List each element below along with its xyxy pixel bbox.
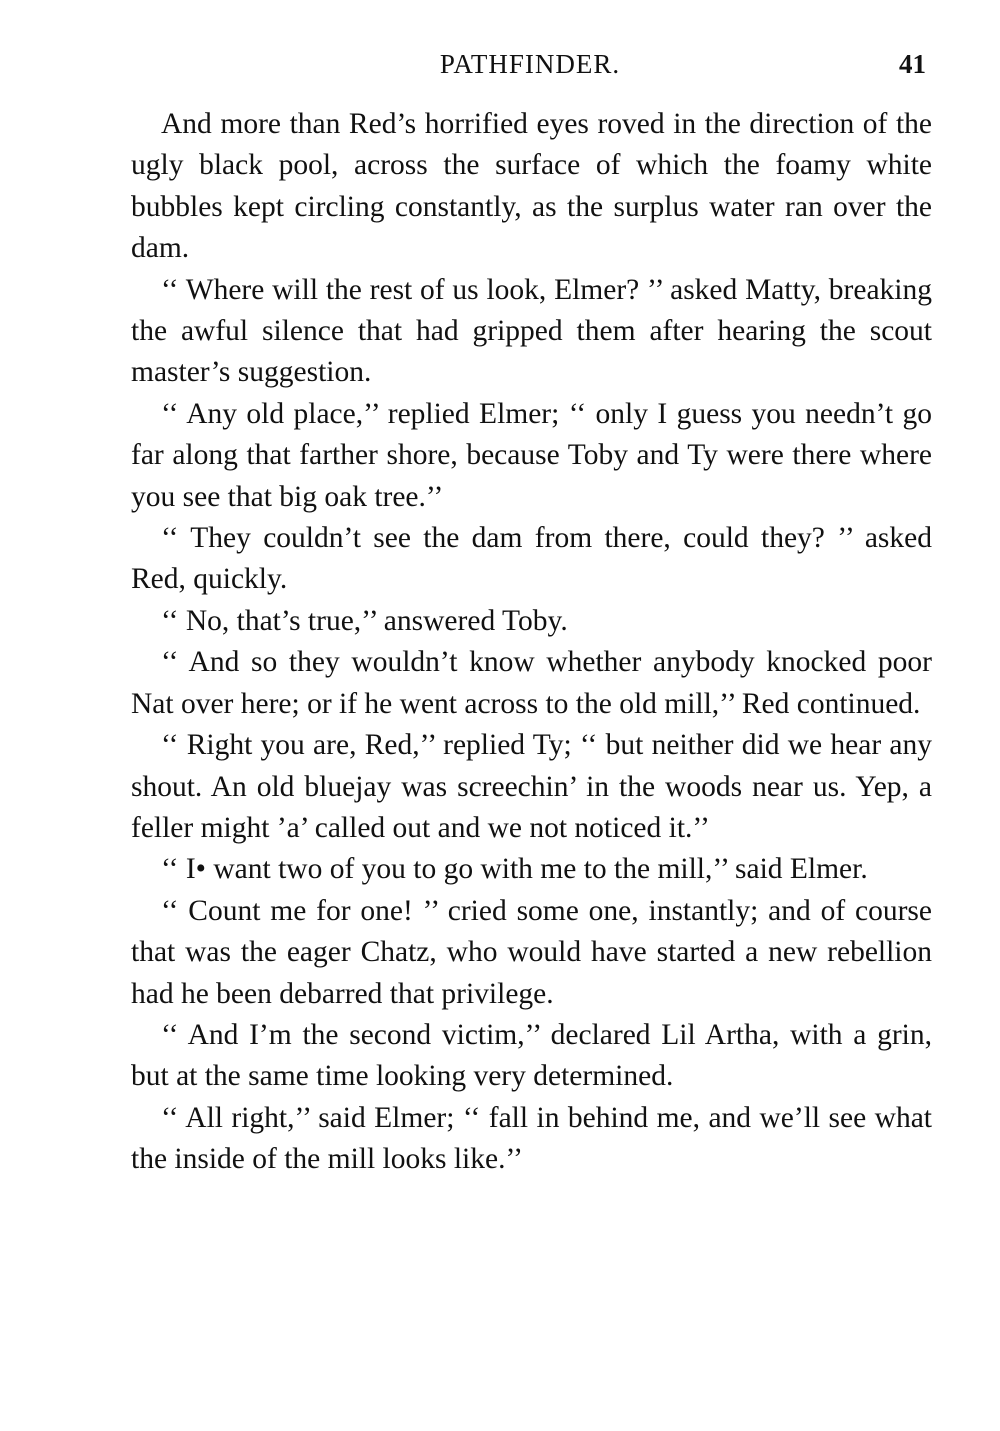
paragraph: ‘‘ And I’m the second victim,’’ declared Lil Artha, with a grin, but at the same time looking very determined. — [131, 1018, 932, 1093]
paragraph: And more than Red’s horrified eyes roved in the direction of the ugly black pool, across the surface of which the foamy white bubbles kept circling constantly, as the surplus water ran over the dam. — [131, 108, 932, 265]
paragraph: ‘‘ All right,’’ said Elmer; ‘‘ fall in behind me, and we’ll see what the inside of the mill looks like.’’ — [131, 1101, 932, 1176]
paragraph: ‘‘ No, that’s true,’’ answered Toby. — [161, 604, 568, 637]
paragraph: ‘‘ And so they wouldn’t know whether anybody knocked poor Nat over here; or if he went across to the old mill,’’ Red continued. — [131, 646, 932, 720]
paragraph: ‘‘ Where will the rest of us look, Elmer? ’’ asked Matty, breaking the awful silence that had gripped them after hearing the scout master’s suggestion. — [131, 273, 932, 389]
paragraph: ‘‘ Any old place,’’ replied Elmer; ‘‘ only I guess you needn’t go far along that farther shore, because Toby and Ty were there where you see that big oak tree.’’ — [131, 397, 932, 513]
body-text — [131, 104, 932, 1181]
running-title: PATHFINDER. — [439, 49, 621, 79]
paragraph: ‘‘ They couldn’t see the dam from there, could they? ’’ asked Red, quickly. — [131, 522, 932, 596]
running-head — [130, 44, 930, 84]
paragraph: ‘‘ I• want two of you to go with me to the mill,’’ said Elmer. — [161, 853, 868, 886]
paragraph: ‘‘ Count me for one! ’’ cried some one, instantly; and of course that was the eager Chatz, who would have started a new rebellion had he been debarred that privilege. — [131, 894, 932, 1010]
page-number: 41 — [899, 49, 926, 79]
paragraph: ‘‘ Right you are, Red,’’ replied Ty; ‘‘ but neither did we hear any shout. An old bluejay was screechin’ in the woods near us. Yep, a feller might ’a’ called out and we not noticed it.’’ — [131, 729, 932, 844]
